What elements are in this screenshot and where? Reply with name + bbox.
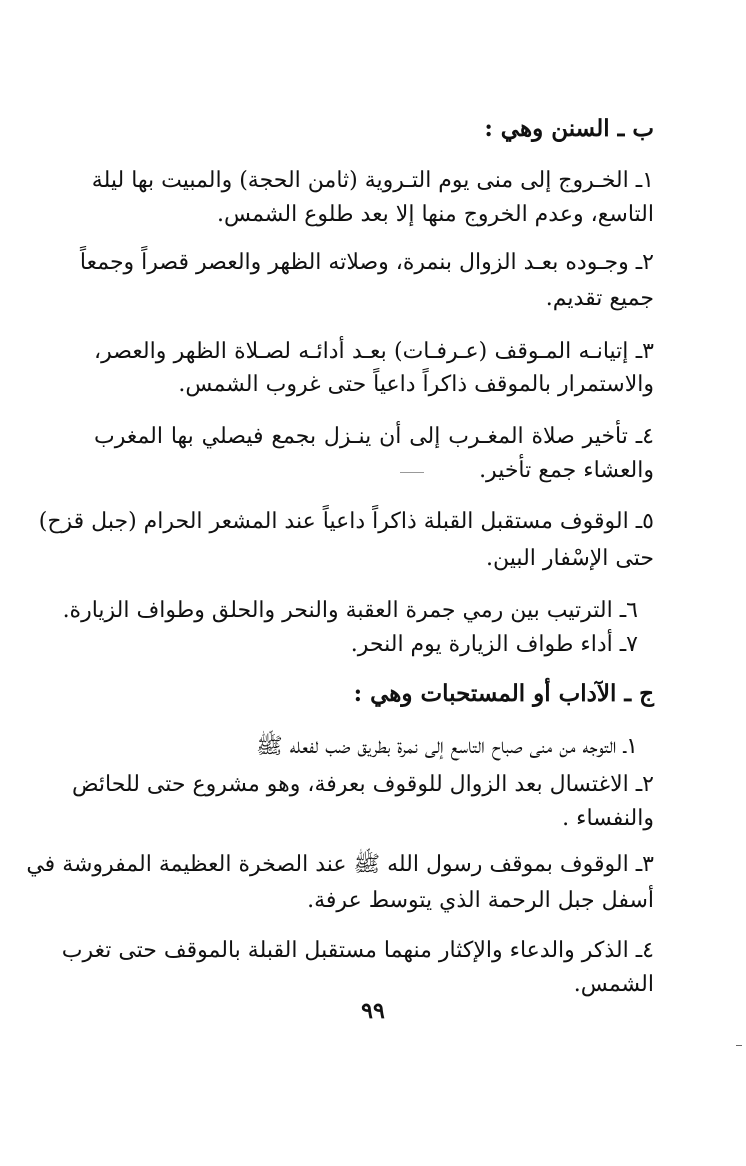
section-b-item-1-line-2: التاسع، وعدم الخروج منها إلا بعد طلوع الشمس.	[217, 202, 654, 227]
section-b-item-2-line-1: ٢ـ وجـوده بعـد الزوال بنمرة، وصلاته الظهر والعصر قصراً وجمعاً	[79, 250, 654, 275]
section-c-item-2-line-2: والنفساء .	[562, 806, 654, 831]
page-number: ٩٩	[361, 998, 385, 1024]
section-b-item-3-line-1: ٣ـ إتيانـه المـوقف (عـرفـات) بعـد أدائـه لصـلاة الظهر والعصر،	[94, 339, 654, 364]
section-c-item-4-line-1: ٤ـ الذكر والدعاء والإكثار منهما مستقبل القبلة بالموقف حتى تغرب	[61, 938, 654, 963]
section-b-item-4-line-2: والعشاء جمع تأخير.	[479, 458, 654, 483]
section-b-item-4-line-1: ٤ـ تأخير صلاة المغـرب إلى أن ينـزل بجمع فيصلي بها المغرب	[94, 424, 654, 449]
section-c-item-3-line-1: ٣ـ الوقوف بموقف رسول الله ﷺ عند الصخرة العظيمة المفروشة في	[26, 852, 654, 877]
section-b-heading: ب ـ السنن وهي :	[484, 115, 654, 142]
section-b-item-5-line-1: ٥ـ الوقوف مستقبل القبلة ذاكراً داعياً عند المشعر الحرام (جبل قزح)	[38, 509, 654, 534]
section-c-item-3-line-2: أسفل جبل الرحمة الذي يتوسط عرفة.	[307, 888, 654, 913]
scan-edge-mark	[736, 1045, 742, 1046]
section-b-item-3-line-2: والاستمرار بالموقف ذاكراً داعياً حتى غروب الشمس.	[178, 372, 654, 397]
section-b-item-5-line-2: حتى الإسْفار البين.	[486, 546, 654, 571]
section-b-item-2-line-2: جميع تقديم.	[545, 286, 654, 311]
section-c-item-1-line-1: ١ـ التوجه من منى صباح التاسع إلى نمرة بطريق ضب لفعله ﷺ	[256, 734, 638, 759]
section-c-heading: ج ـ الآداب أو المستحبات وهي :	[353, 680, 654, 707]
section-c-item-2-line-1: ٢ـ الاغتسال بعد الزوال للوقوف بعرفة، وهو مشروع حتى للحائض	[71, 772, 654, 797]
scan-dash-mark	[400, 472, 424, 473]
section-b-item-7-line-1: ٧ـ أداء طواف الزيارة يوم النحر.	[350, 632, 638, 657]
section-b-item-1-line-1: ١ـ الخـروج إلى منى يوم التـروية (ثامن الحجة) والمبيت بها ليلة	[91, 168, 654, 193]
section-c-item-4-line-2: الشمس.	[573, 972, 654, 997]
section-b-item-6-line-1: ٦ـ الترتيب بين رمي جمرة العقبة والنحر والحلق وطواف الزيارة.	[62, 598, 638, 623]
